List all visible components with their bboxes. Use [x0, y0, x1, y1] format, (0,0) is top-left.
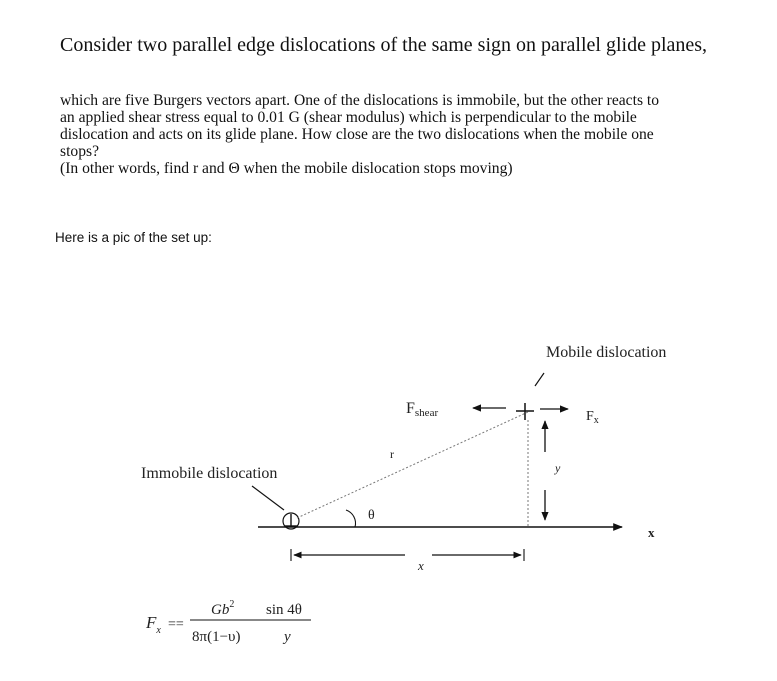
formula-num2: sin 4θ [266, 602, 302, 618]
problem-heading: Consider two parallel edge dislocations of the same sign on parallel glide planes, [60, 34, 708, 56]
immobile-dislocation-label: Immobile dislocation [141, 465, 278, 482]
theta-label: θ [368, 508, 375, 523]
y-label: y [555, 461, 561, 475]
formula-equals: == [168, 617, 184, 632]
mobile-leader-line [535, 373, 544, 386]
theta-arc [346, 510, 356, 527]
paragraph-line: (In other words, find r and Θ when the mobile dislocation stops moving) [60, 160, 513, 177]
r-line [297, 412, 528, 518]
formula-num1: Gb$^2$ [211, 599, 235, 618]
x-distance-label: x [418, 558, 424, 573]
r-label: r [390, 447, 394, 461]
fx-label: $F_x$ [586, 409, 599, 426]
formula-den1: 8π(1−υ) [192, 629, 241, 645]
x-axis-label: x [648, 525, 655, 540]
paragraph-line: which are five Burgers vectors apart. One of the dislocations is immobile, but the other reacts to [60, 92, 660, 109]
mobile-dislocation-label: Mobile dislocation [546, 344, 667, 361]
f-shear-label: Fshear [406, 400, 439, 419]
figure-caption: Here is a pic of the set up: [55, 230, 212, 245]
formula-den2: y [284, 629, 291, 645]
paragraph-line: dislocation and acts on its glide plane. How close are the two dislocations when the mobile one [60, 126, 654, 143]
immobile-leader-line [252, 486, 284, 510]
force-formula [145, 599, 311, 645]
paragraph-line: an applied shear stress equal to 0.01 G (shear modulus) which is perpendicular to the mobile [60, 109, 637, 126]
paragraph-line: stops? [60, 143, 99, 160]
formula-lhs: $F_x$ [146, 613, 161, 636]
